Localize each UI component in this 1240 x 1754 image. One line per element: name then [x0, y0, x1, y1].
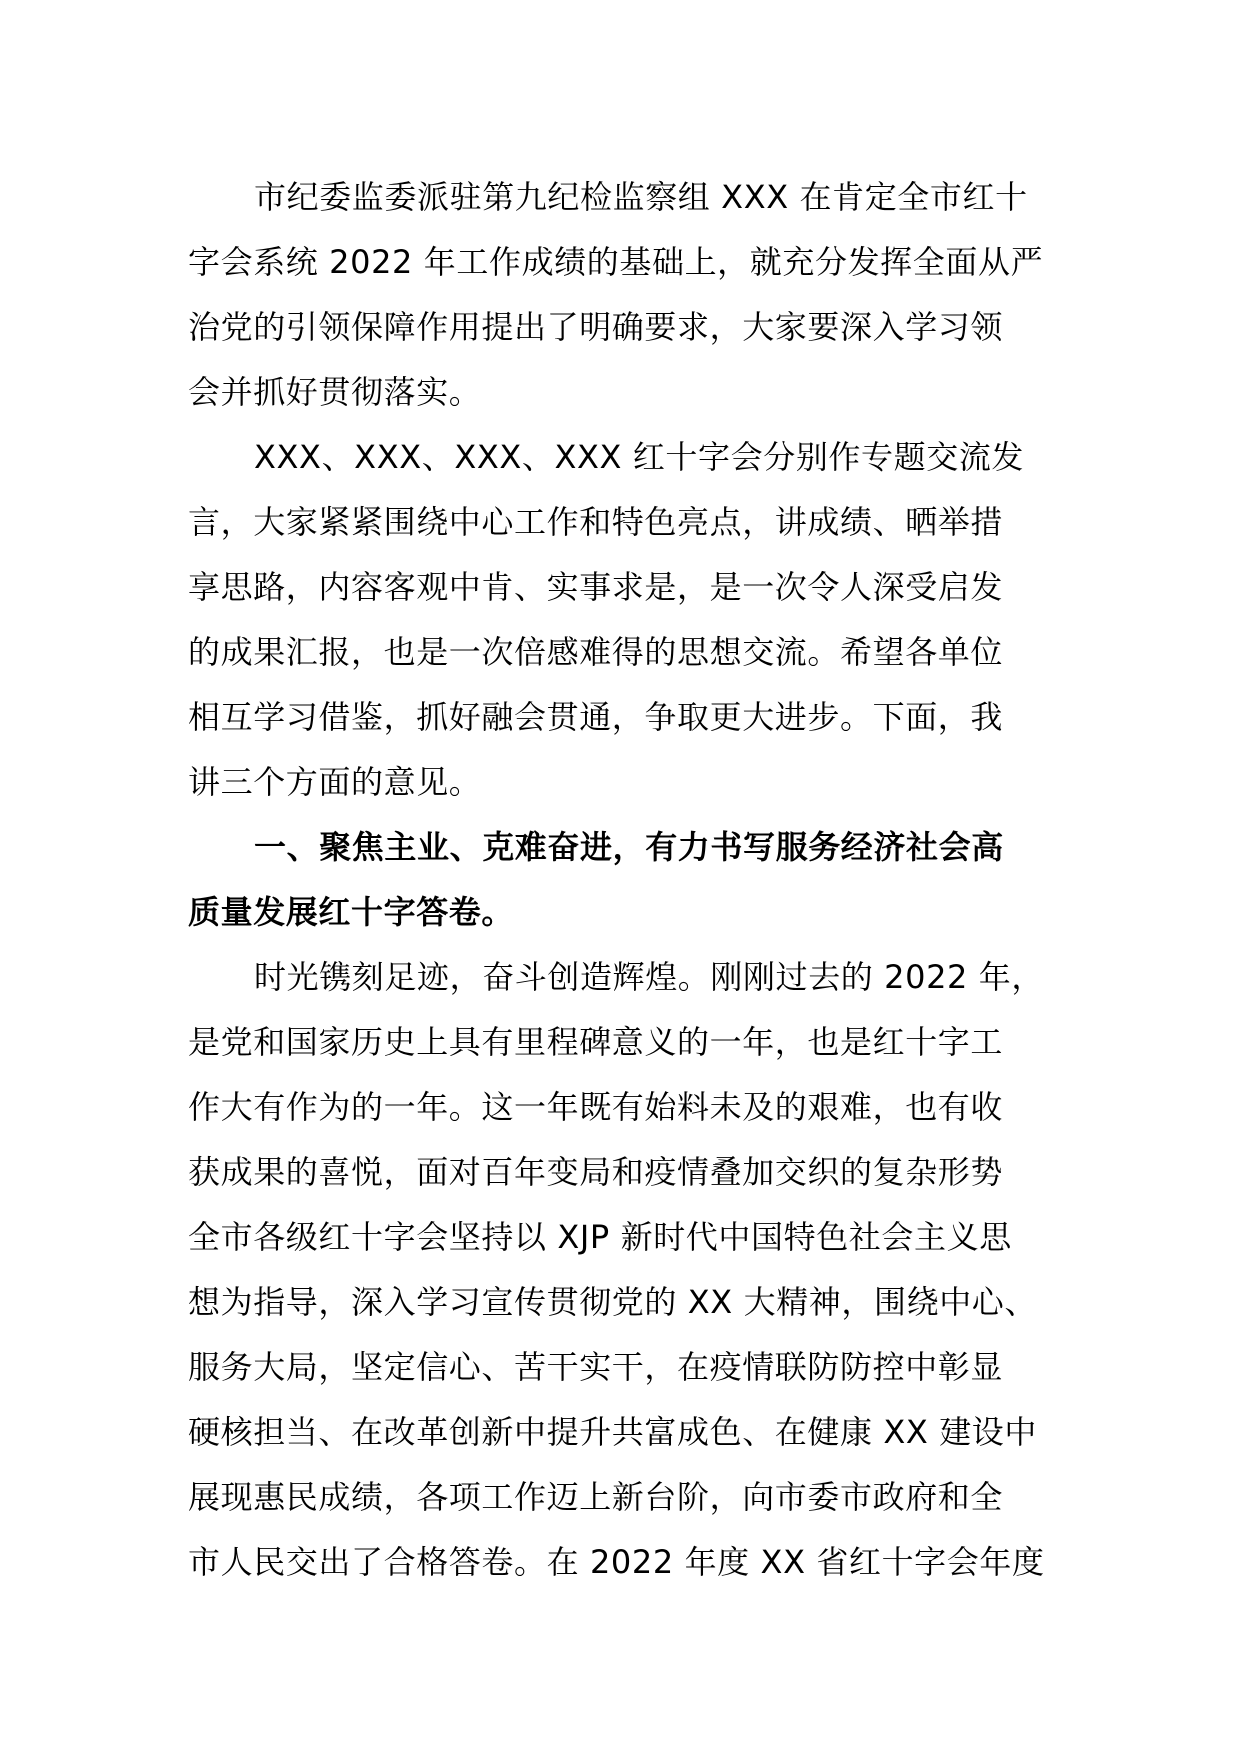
text-line: 会并抓好贯彻落实。 [188, 373, 482, 411]
text-line: 获成果的喜悦，面对百年变局和疫情叠加交织的复杂形势 [188, 1153, 1004, 1191]
text-line: XXX、XXX、XXX、XXX 红十字会分别作专题交流发 [254, 438, 1025, 476]
text-line: 服务大局，坚定信心、苦干实干，在疫情联防防控中彰显 [188, 1348, 1004, 1386]
text-line: 享思路，内容客观中肯、实事求是，是一次令人深受启发 [188, 568, 1004, 606]
paragraph-1 [188, 165, 1054, 425]
text-line: 字会系统 2022 年工作成绩的基础上，就充分发挥全面从严 [188, 243, 1044, 281]
text-line: 言，大家紧紧围绕中心工作和特色亮点，讲成绩、晒举措 [188, 503, 1004, 541]
text-line: 治党的引领保障作用提出了明确要求，大家要深入学习领 [188, 308, 1004, 346]
text-line: 硬核担当、在改革创新中提升共富成色、在健康 XX 建设中 [188, 1413, 1037, 1451]
text-line: 想为指导，深入学习宣传贯彻党的 XX 大精神，围绕中心、 [188, 1283, 1037, 1321]
text-line: 时光镌刻足迹，奋斗创造辉煌。刚刚过去的 2022 年， [254, 958, 1044, 996]
paragraph-2 [188, 425, 1054, 815]
heading-line: 质量发展红十字答卷。 [188, 893, 515, 931]
text-line: 相互学习借鉴，抓好融会贯通，争取更大进步。下面，我 [188, 698, 1004, 736]
text-line: 作大有作为的一年。这一年既有始料未及的艰难，也有收 [188, 1088, 1004, 1126]
text-line: 的成果汇报，也是一次倍感难得的思想交流。希望各单位 [188, 633, 1004, 671]
text-line: 市纪委监委派驻第九纪检监察组 XXX 在肯定全市红十 [254, 178, 1028, 216]
text-line: 全市各级红十字会坚持以 XJP 新时代中国特色社会主义思 [188, 1218, 1012, 1256]
heading-line: 一、聚焦主业、克难奋进，有力书写服务经济社会高 [254, 828, 1004, 866]
text-line: 讲三个方面的意见。 [188, 763, 482, 801]
text-line: 展现惠民成绩，各项工作迈上新台阶，向市委市政府和全 [188, 1478, 1004, 1516]
document-page [188, 165, 1054, 1595]
text-line: 是党和国家历史上具有里程碑意义的一年，也是红十字工 [188, 1023, 1004, 1061]
text-line: 市人民交出了合格答卷。在 2022 年度 XX 省红十字会年度 [188, 1543, 1045, 1581]
section-heading [188, 815, 1054, 945]
paragraph-3 [188, 945, 1054, 1595]
